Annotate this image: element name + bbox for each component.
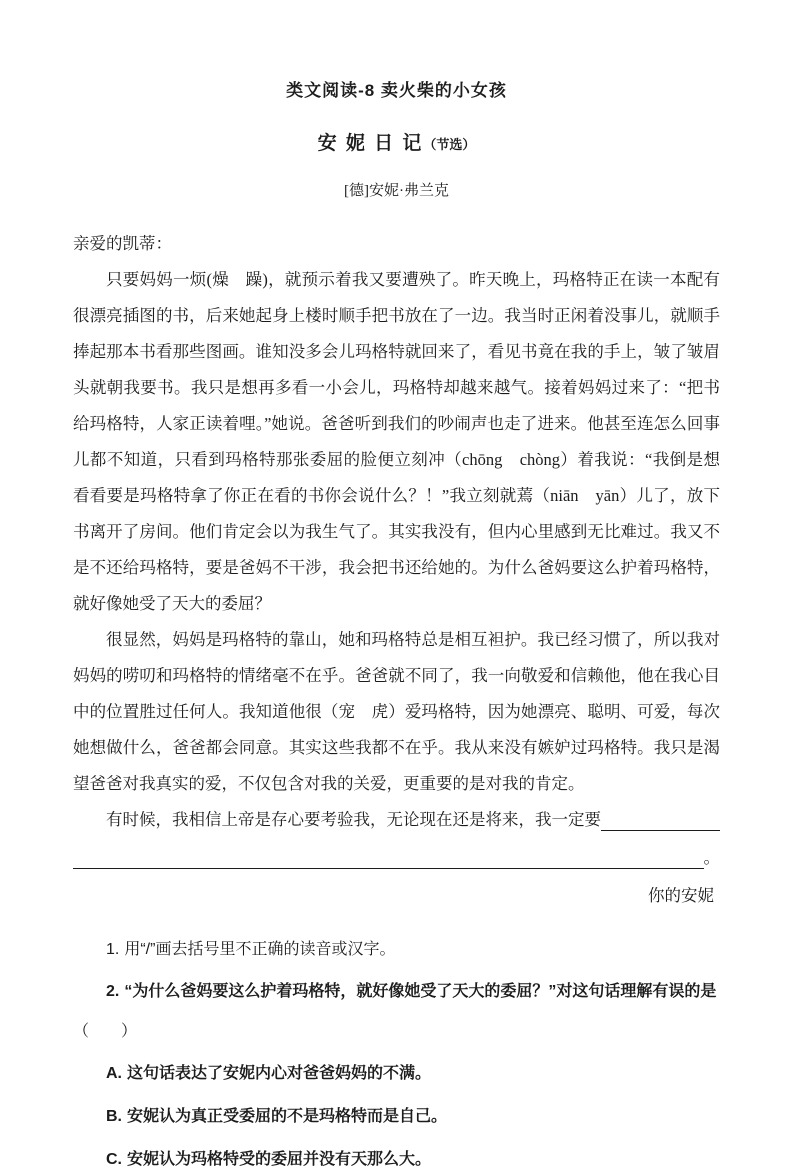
article-title-note: （节选） <box>423 137 476 152</box>
question-2-number: 2. <box>106 983 120 1000</box>
question-1 <box>73 936 720 963</box>
fill-in-blank-line-2 <box>73 868 704 869</box>
paragraph-1: 只要妈妈一烦(燥 躁)，就预示着我又要遭殃了。昨天晚上，玛格特正在读一本配有很漂亮插图的书，后来她起身上楼时顺手把书放在了一边。我当时正闲着没事儿，就顺手捧起那本书看那些图画。谁知没多会儿玛格特就回来了，看见书竟在我的手上，皱了皱眉头就朝我要书。我只是想再多看一小会儿，玛格特却越来越气。接着妈妈过来了：“把书给玛格特，人家正读着哩。”她说。爸爸听到我们的吵闹声也走了进来。他甚至连怎么回事儿都不知道，只看到玛格特那张委屈的脸便立刻冲（chōng chòng）着我说：“我倒是想看看要是玛格特拿了你正在看的书你会说什么？！”我立刻就蔫（niān yān）儿了，放下书离开了房间。他们肯定会以为我生气了。其实我没有，但内心里感到无比难过。我又不是不还给玛格特，要是爸妈不干涉，我会把书还给她的。为什么爸妈要这么护着玛格特，就好像她受了天大的委屈？ <box>73 270 720 613</box>
salutation: 亲爱的凯蒂： <box>73 234 172 253</box>
option-c-text: 安妮认为玛格特受的委屈并没有天那么大。 <box>127 1151 432 1168</box>
option-a-label: A. <box>106 1065 122 1082</box>
page-title: 类文阅读-8 卖火柴的小女孩 <box>286 81 507 100</box>
paragraph-2: 很显然，妈妈是玛格特的靠山，她和玛格特总是相互袒护。我已经习惯了，所以我对妈妈的唠叨和玛格特的情绪毫不在乎。爸爸就不同了，我一向敬爱和信赖他，他在我心目中的位置胜过任何人。我知道他很（宠 虎）爱玛格特，因为她漂亮、聪明、可爱，每次她想做什么，爸爸都会同意。其实这些我都不在乎。我从来没有嫉妒过玛格特。我只是渴望爸爸对我真实的爱，不仅包含对我的关爱，更重要的是对我的肯定。 <box>73 630 720 793</box>
option-a-text: 这句话表达了安妮内心对爸爸妈妈的不满。 <box>127 1065 432 1082</box>
option-c <box>73 1146 720 1173</box>
author-line: [德]安妮·弗兰克 <box>344 183 449 199</box>
question-2-text: “为什么爸妈要这么护着玛格特，就好像她受了天大的委屈？”对这句话理解有误的是 <box>124 983 717 1000</box>
question-1-number: 1. <box>106 941 120 958</box>
article-title <box>73 128 720 155</box>
letter-body <box>73 226 720 914</box>
option-b-label: B. <box>106 1108 122 1125</box>
option-c-label: C. <box>106 1151 122 1168</box>
question-2-answer-blank: （ ） <box>73 1023 138 1040</box>
closing-blank-line <box>73 840 720 876</box>
closing-line <box>73 802 720 838</box>
signature: 你的安妮 <box>648 886 714 905</box>
fill-in-blank-line-1 <box>601 830 720 831</box>
article-title-main: 安 妮 日 记 <box>317 133 424 154</box>
closing-lead-text: 有时候，我相信上帝是存心要考验我，无论现在还是将来，我一定要 <box>106 810 601 829</box>
closing-period: 。 <box>703 848 720 867</box>
option-a <box>73 1060 720 1087</box>
option-b <box>73 1103 720 1130</box>
option-b-text: 安妮认为真正受委屈的不是玛格特而是自己。 <box>127 1108 448 1125</box>
question-1-text: 用“/”画去括号里不正确的读音或汉字。 <box>124 941 396 958</box>
question-2 <box>73 978 720 1005</box>
questions-section <box>73 936 720 1173</box>
